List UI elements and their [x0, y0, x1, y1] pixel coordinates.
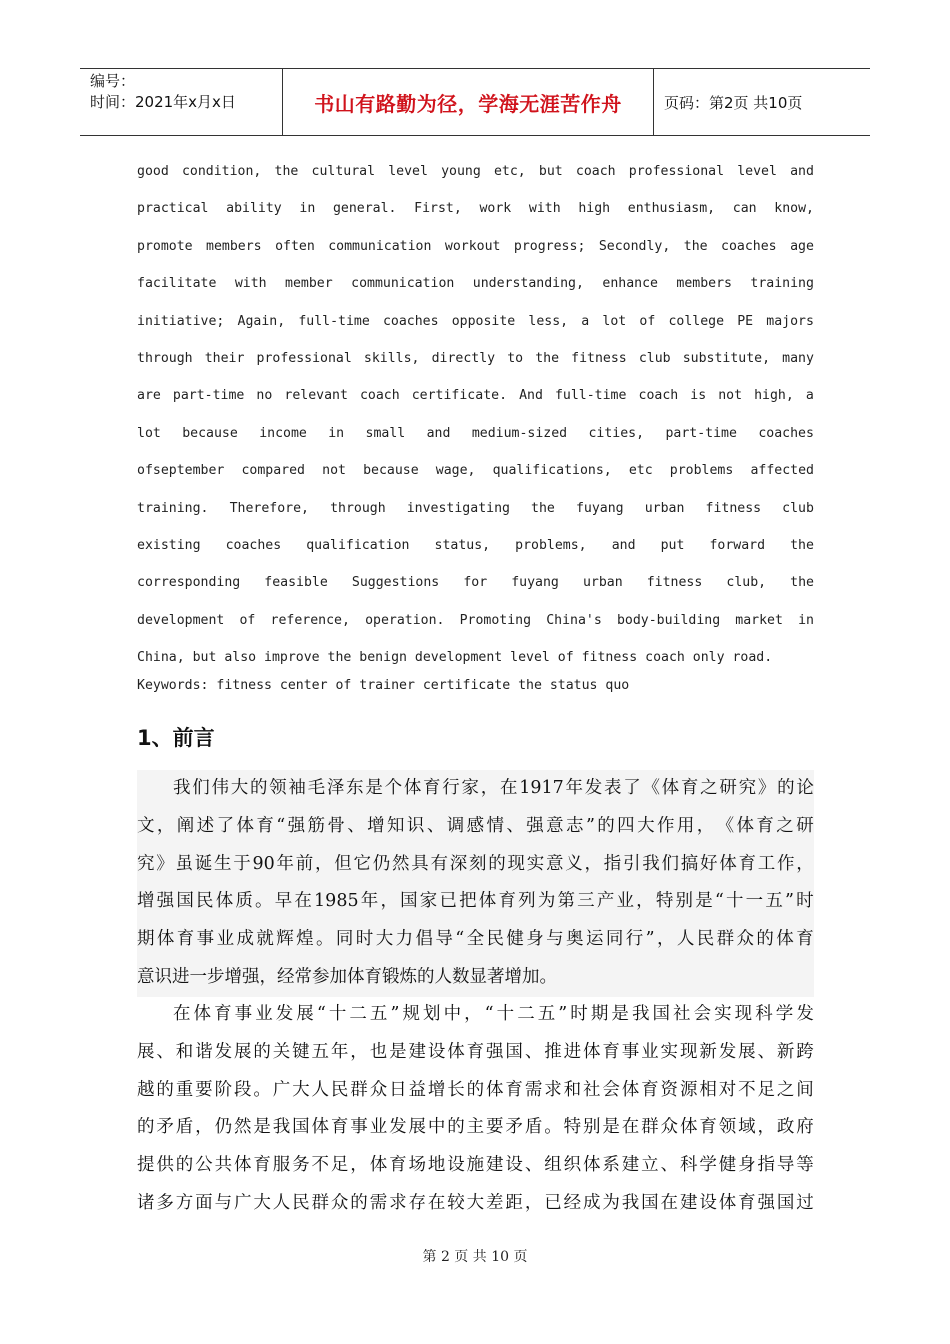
page-header [80, 68, 870, 136]
text-line: China, but also improve the benign development level of fitness coach only road. [137, 650, 773, 666]
english-abstract [137, 158, 814, 681]
section-title: 1、前言 [137, 726, 215, 750]
keywords-line: Keywords: fitness center of trainer certificate the status quo [137, 678, 630, 693]
text-line: development of reference, operation. Promoting China's body-building market in [137, 612, 814, 628]
text-line: ofseptember compared not because wage, qualifications, etc problems affected [137, 463, 814, 479]
text-line: 展 、 和 谐 发 展 的 关 键 五 年 ， 也 是 建 设 体 育 强 国 、 推 进 体 育 事 业 实 现 新 发 展 、 新 跨 [137, 1041, 814, 1062]
text-line: corresponding feasible Suggestions for fuyang urban fitness club, the [137, 575, 814, 591]
header-page-cell [654, 69, 870, 135]
text-line: lot because income in small and medium-sized cities, part-time coaches [137, 425, 814, 441]
header-meta-cell [80, 69, 283, 135]
number-label: 编号： [90, 72, 136, 90]
text-line: practical ability in general. First, work with high enthusiasm, can know, [137, 201, 814, 217]
text-line: through their professional skills, directly to the fitness club substitute, many [137, 350, 814, 366]
text-line: good condition, the cultural level young etc, but coach professional level and [137, 164, 814, 179]
text-line: 的 矛 盾 ， 仍 然 是 我 国 体 育 事 业 发 展 中 的 主 要 矛 盾 。 特 别 是 在 群 众 体 育 领 域 ， 政 府 [137, 1117, 814, 1138]
text-line: 增 强 国 民 体 质 。 早 在 1985 年 ， 国 家 已 把 体 育 列 为 第 三 产 业 ， 特 别 是 “ 十 一 五 ” 时 [137, 891, 814, 912]
text-line: 在 体 育 事 业 发 展 “ 十 二 五 ” 规 划 中 ， “ 十 二 五 ” 时 期 是 我 国 社 会 实 现 科 学 发 [173, 1004, 814, 1024]
text-line: 意识进一步增强，经常参加体育锻炼的人数显著增加。 [137, 966, 557, 987]
text-line: existing coaches qualification status, problems, and put forward the [137, 537, 814, 553]
paragraph-1 [137, 770, 814, 997]
page-label: 页码：第2页 共10页 [664, 93, 803, 112]
text-line: facilitate with member communication understanding, enhance members training [137, 276, 814, 292]
text-line: 我 们 伟 大 的 领 袖 毛 泽 东 是 个 体 育 行 家 ， 在 1917 年 发 表 了 《 体 育 之 研 究 》 的 论 [173, 778, 814, 798]
time-label: 时间：2021年x月x日 [90, 93, 236, 111]
paragraph-2 [137, 996, 814, 1223]
page-footer: 第 2 页 共 10 页 [422, 1249, 528, 1265]
text-line: 期 体 育 事 业 成 就 辉 煌 。 同 时 大 力 倡 导 “ 全 民 健 身 与 奥 运 同 行 ” ， 人 民 群 众 的 体 育 [137, 929, 814, 950]
text-line: 诸 多 方 面 与 广 大 人 民 群 众 的 需 求 存 在 较 大 差 距 ， 已 经 成 为 我 国 在 建 设 体 育 强 国 过 [137, 1192, 814, 1213]
text-line: 究 》 虽 诞 生 于 90 年 前 ， 但 它 仍 然 具 有 深 刻 的 现 实 意 义 ， 指 引 我 们 搞 好 体 育 工 作 ， [137, 853, 814, 874]
text-line: 文 ， 阐 述 了 体 育 “ 强 筋 骨 、 增 知 识 、 调 感 情 、 强 意 志 ” 的 四 大 作 用 ， 《 体 育 之 研 [137, 815, 814, 836]
motto: 书山有路勤为径，学海无涯苦作舟 [314, 91, 622, 116]
text-line: promote members often communication workout progress; Secondly, the coaches age [137, 238, 814, 254]
text-line: initiative; Again, full-time coaches opposite less, a lot of college PE majors [137, 313, 814, 329]
header-motto-cell [283, 69, 654, 135]
text-line: are part-time no relevant coach certificate. And full-time coach is not high, a [137, 388, 814, 404]
text-line: 提 供 的 公 共 体 育 服 务 不 足 ， 体 育 场 地 设 施 建 设 、 组 织 体 系 建 立 、 科 学 健 身 指 导 等 [137, 1155, 814, 1176]
text-line: 越 的 重 要 阶 段 。 广 大 人 民 群 众 日 益 增 长 的 体 育 需 求 和 社 会 体 育 资 源 相 对 不 足 之 间 [137, 1079, 814, 1100]
text-line: training. Therefore, through investigating the fuyang urban fitness club [137, 500, 814, 516]
